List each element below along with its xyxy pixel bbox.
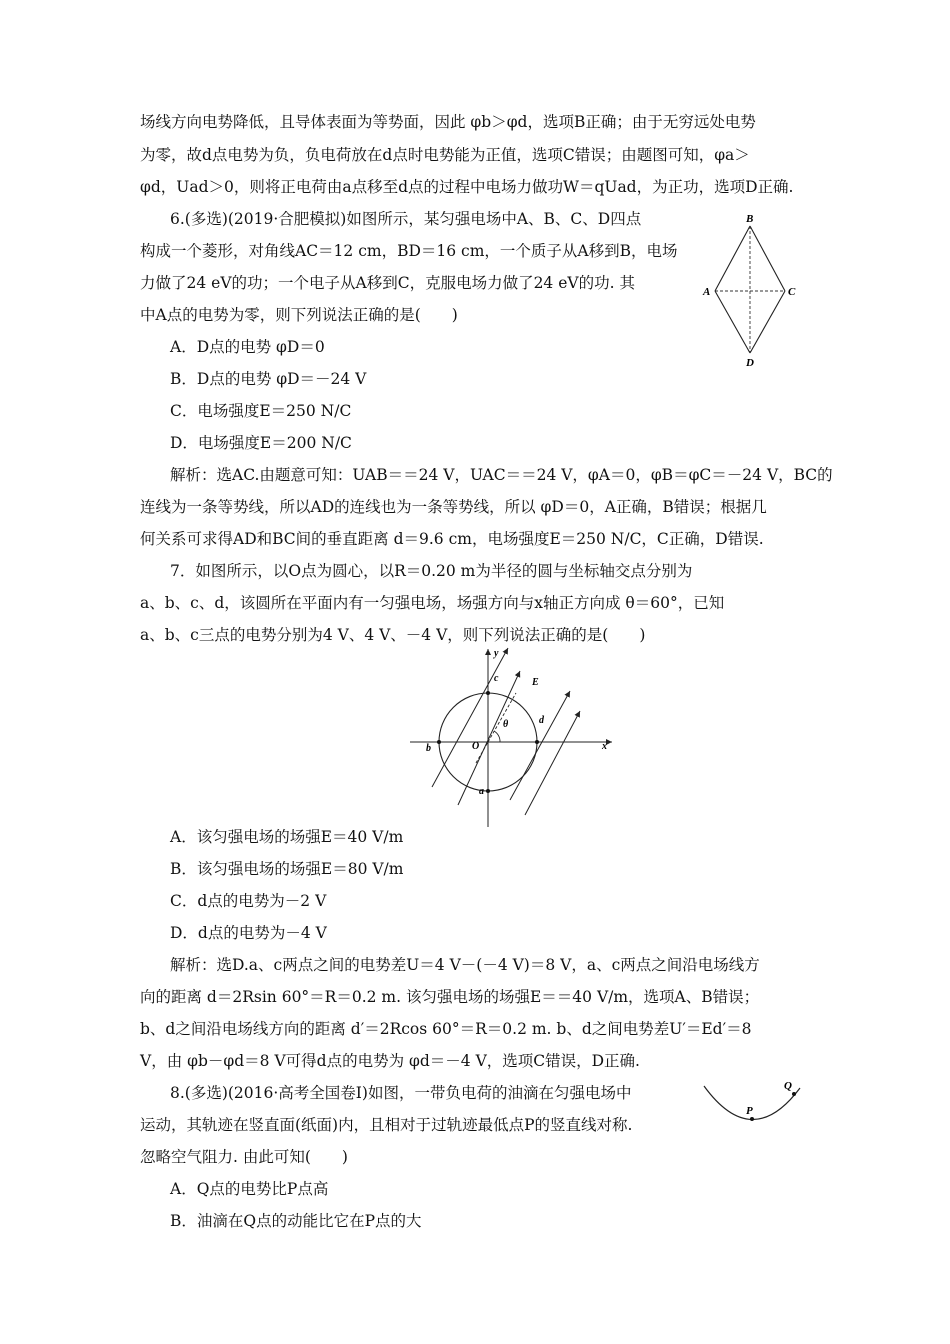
- text-line: 运动，其轨迹在竖直面(纸面)内，且相对于过轨迹最低点P的竖直线对称.: [140, 1116, 633, 1134]
- text-line: 向的距离 d＝2Rsin 60°＝R＝0.2 m. 该匀强电场的场强E＝＝40 V/m，选项A、B错误；: [140, 988, 760, 1006]
- text-line: a、b、c、d，该圆所在平面内有一匀强电场，场强方向与x轴正方向成 θ＝60°，已知: [140, 594, 725, 612]
- circle-field-figure: [400, 645, 620, 830]
- text-line: 构成一个菱形，对角线AC＝12 cm，BD＝16 cm，一个质子从A移到B，电场: [140, 242, 678, 260]
- text-line: 力做了24 eV的功；一个电子从A移到C，克服电场力做了24 eV的功. 其: [140, 274, 635, 292]
- text-line: B．油滴在Q点的动能比它在P点的大: [170, 1212, 422, 1230]
- text-line: B．该匀强电场的场强E＝80 V/m: [170, 860, 404, 878]
- text-line: 解析：选AC.由题意可知：UAB＝＝24 V，UAC＝＝24 V，φA＝0，φB＝φC＝－24 V，BC的: [170, 466, 833, 484]
- label-theta: θ: [503, 719, 509, 730]
- label-q: Q: [784, 1080, 792, 1092]
- text-line: 6.(多选)(2019·合肥模拟)如图所示，某匀强电场中A、B、C、D四点: [170, 210, 642, 228]
- label-d: d: [539, 715, 544, 726]
- text-line: 连线为一条等势线，所以AD的连线也为一条等势线，所以 φD＝0，A正确，B错误；根据几: [140, 498, 767, 516]
- label-c: C: [788, 286, 796, 298]
- label-a: a: [479, 786, 484, 797]
- text-line: b、d之间沿电场线方向的距离 d′＝2Rcos 60°＝R＝0.2 m. b、d之间电势差U′＝Ed′＝8: [140, 1020, 752, 1038]
- text-line: 中A点的电势为零，则下列说法正确的是( ): [140, 306, 458, 324]
- text-line: C．电场强度E＝250 N/C: [170, 402, 352, 420]
- label-c: c: [494, 673, 499, 684]
- text-line: A．Q点的电势比P点高: [170, 1180, 329, 1198]
- text-line: B．D点的电势 φD＝－24 V: [170, 370, 367, 388]
- label-x: x: [602, 741, 607, 752]
- text-line: C．d点的电势为－2 V: [170, 892, 327, 910]
- label-e: E: [532, 677, 539, 688]
- trajectory-figure: [700, 1080, 810, 1140]
- label-o: O: [472, 741, 480, 752]
- label-a: A: [703, 286, 711, 298]
- text-line: 忽略空气阻力. 由此可知( ): [140, 1148, 348, 1166]
- label-b: b: [426, 743, 431, 754]
- text-line: φd，Uad＞0，则将正电荷由a点移至d点的过程中电场力做功W＝qUad，为正功，选项D正确.: [140, 178, 794, 196]
- text-line: D．电场强度E＝200 N/C: [170, 434, 352, 452]
- rhombus-figure: [690, 212, 810, 372]
- label-y: y: [494, 648, 499, 659]
- text-line: 为零，故d点电势为负，负电荷放在d点时电势能为正值，选项C错误；由题图可知，φa＞: [140, 146, 750, 164]
- text-line: 场线方向电势降低，且导体表面为等势面，因此 φb＞φd，选项B正确；由于无穷远处电势: [140, 113, 756, 131]
- label-p: P: [746, 1105, 753, 1117]
- text-line: A．该匀强电场的场强E＝40 V/m: [170, 828, 404, 846]
- label-d: D: [746, 357, 754, 369]
- text-line: D．d点的电势为－4 V: [170, 924, 327, 942]
- label-b: B: [746, 213, 754, 225]
- text-line: 何关系可求得AD和BC间的垂直距离 d＝9.6 cm，电场强度E＝250 N/C，C正确，D错误.: [140, 530, 764, 548]
- text-line: A．D点的电势 φD＝0: [170, 338, 325, 356]
- text-line: 解析：选D.a、c两点之间的电势差U＝4 V－(－4 V)＝8 V，a、c两点之间沿电场线方: [170, 956, 760, 974]
- text-line: 7．如图所示，以O点为圆心，以R＝0.20 m为半径的圆与坐标轴交点分别为: [170, 562, 693, 580]
- text-line: 8.(多选)(2016·高考全国卷Ⅰ)如图，一带负电荷的油滴在匀强电场中: [170, 1084, 632, 1102]
- text-line: V，由 φb－φd＝8 V可得d点的电势为 φd＝－4 V，选项C错误，D正确.: [140, 1052, 640, 1070]
- text-line: a、b、c三点的电势分别为4 V、4 V、－4 V，则下列说法正确的是( ): [140, 626, 646, 644]
